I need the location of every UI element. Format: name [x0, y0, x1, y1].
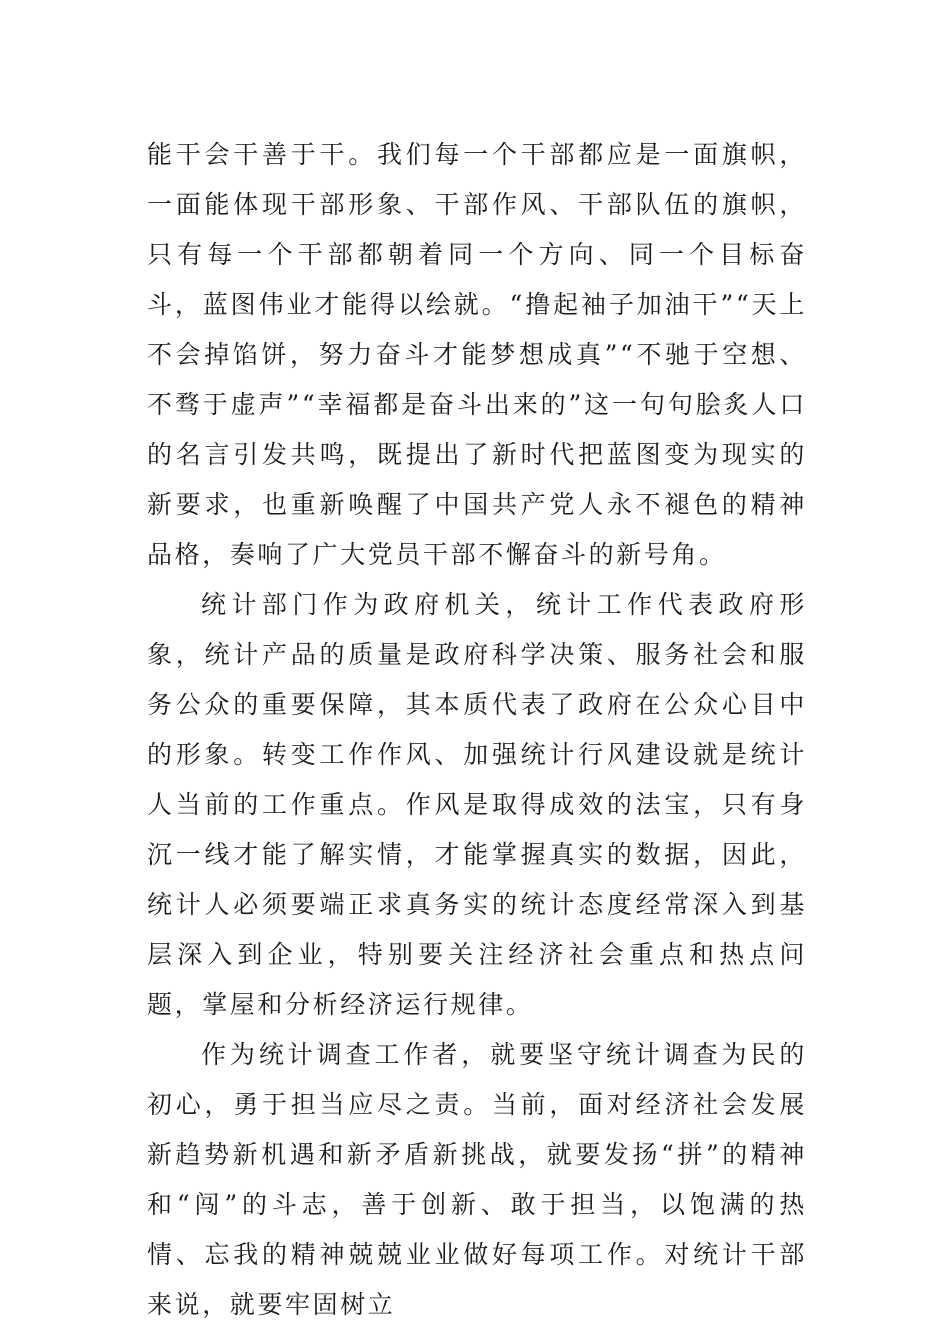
document-body — [147, 130, 807, 1330]
paragraph-3: 作为统计调查工作者，就要坚守统计调查为民的初心，勇于担当应尽之责。当前，面对经济社会发展新趋势新机遇和新矛盾新挑战，就要发扬“拼”的精神和“闯”的斗志，善于创新、敢于担当，以饱满的热情、忘我的精神兢兢业业做好每项工作。对统计干部来说，就要牢固树立 — [147, 1040, 807, 1319]
paragraph-2: 统计部门作为政府机关，统计工作代表政府形象，统计产品的质量是政府科学决策、服务社会和服务公众的重要保障，其本质代表了政府在公众心目中的形象。转变工作作风、加强统计行风建设就是统计人当前的工作重点。作风是取得成效的法宝，只有身沉一线才能了解实情，才能掌握真实的数据，因此，统计人必须要端正求真务实的统计态度经常深入到基层深入到企业，特别要关注经济社会重点和热点问题，掌屋和分析经济运行规律。 — [147, 590, 807, 1019]
paragraph-1: 能干会干善于干。我们每一个干部都应是一面旗帜，一面能体现干部形象、干部作风、干部队伍的旗帜，只有每一个干部都朝着同一个方向、同一个目标奋斗，蓝图伟业才能得以绘就。“撸起袖子加油干”“天上不会掉馅饼，努力奋斗才能梦想成真”“不驰于空想、不骛于虚声”“幸福都是奋斗出来的”这一句句脍炙人口的名言引发共鸣，既提出了新时代把蓝图变为现实的新要求，也重新唤醒了中国共产党人永不褪色的精神品格，奏响了广大党员干部不懈奋斗的新号角。 — [147, 140, 807, 569]
